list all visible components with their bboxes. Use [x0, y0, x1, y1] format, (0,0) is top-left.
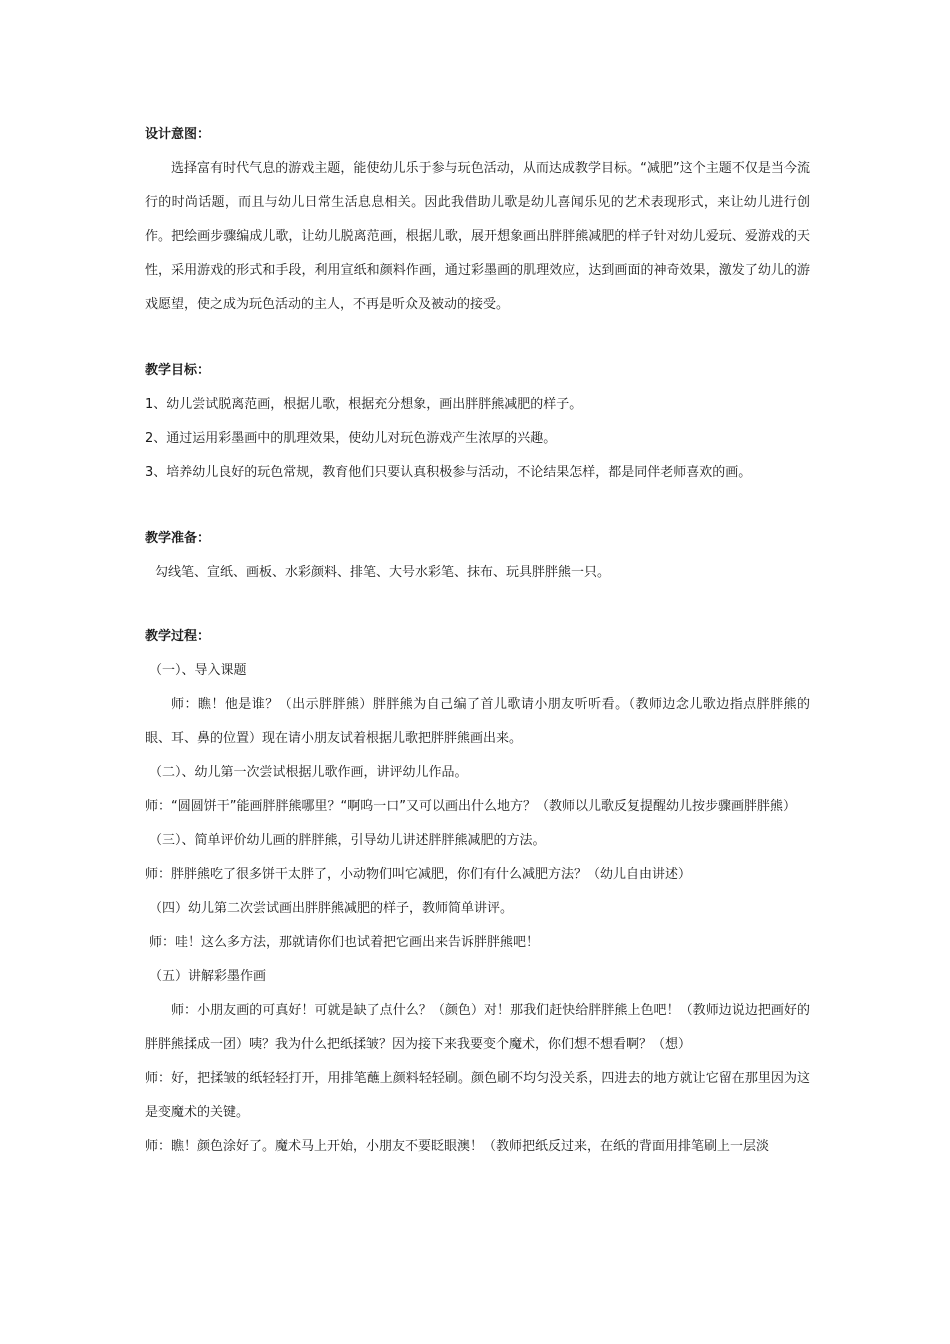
- process-step-2: （二）、幼儿第一次尝试根据儿歌作画，讲评幼儿作品。: [149, 765, 468, 780]
- goals-heading: 教学目标：: [145, 363, 211, 378]
- design-paragraph: 选择富有时代气息的游戏主题，能使幼儿乐于参与玩色活动，从而达成教学目标。“减肥”这个主题不仅是当今流行的时尚话题，而且与幼儿日常生活息息相关。因此我借助儿歌是幼儿喜闻乐见的艺术表现形式，来让幼儿进行创作。把绘画步骤编成儿歌，让幼儿脱离范画，根据儿歌，展开想象画出胖胖熊减肥的样子针对幼儿爱玩、爱游戏的天性，采用游戏的形式和手段，利用宣纸和颜料作画，通过彩墨画的肌理效应，达到画面的神奇效果，激发了幼儿的游戏愿望，使之成为玩色活动的主人，不再是听众及被动的接受。: [145, 161, 810, 312]
- process-step-3: （三）、简单评价幼儿画的胖胖熊，引导幼儿讲述胖胖熊减肥的方法。: [149, 833, 546, 848]
- process-step-1: （一）、导入课题: [149, 663, 247, 678]
- process-heading: 教学过程：: [145, 629, 211, 644]
- process-line: 师：瞧！颜色涂好了。魔术马上开始，小朋友不要眨眼澳！（教师把纸反过来，在纸的背面用排笔刷上一层淡: [145, 1139, 770, 1154]
- process-line: 师：好，把揉皱的纸轻轻打开，用排笔蘸上颜料轻轻刷。颜色刷不均匀没关系，四进去的地方就让它留在那里因为这是变魔术的关键。: [145, 1071, 810, 1120]
- process-line: 师：胖胖熊吃了很多饼干太胖了，小动物们叫它减肥，你们有什么减肥方法？（幼儿自由讲述）: [145, 867, 692, 882]
- process-line: 师：小朋友画的可真好！可就是缺了点什么？（颜色）对！那我们赶快给胖胖熊上色吧！（教师边说边把画好的胖胖熊揉成一团）咦？我为什么把纸揉皱？因为接下来我要变个魔术，你们想不想看啊？（想）: [145, 1003, 810, 1052]
- process-step-5: （五）讲解彩墨作画: [149, 969, 267, 984]
- section-gap: [145, 490, 810, 522]
- process-line: 师：哇！这么多方法，那就请你们也试着把它画出来告诉胖胖熊吧！: [149, 935, 540, 950]
- goal-item-2: 2、通过运用彩墨画中的肌理效果，使幼儿对玩色游戏产生浓厚的兴趣。: [145, 431, 557, 446]
- section-gap: [145, 590, 810, 620]
- goal-item-1: 1、幼儿尝试脱离范画，根据儿歌，根据充分想象，画出胖胖熊减肥的样子。: [145, 397, 583, 412]
- goal-item-3: 3、培养幼儿良好的玩色常规，教育他们只要认真积极参与活动，不论结果怎样，都是同伴老师喜欢的画。: [145, 465, 752, 480]
- document-page: [145, 118, 810, 1164]
- process-line: 师：“圆圆饼干”能画胖胖熊哪里？“啊呜一口”又可以画出什么地方？（教师以儿歌反复提醒幼儿按步骤画胖胖熊）: [145, 799, 796, 814]
- process-line: 师：瞧！他是谁？（出示胖胖熊）胖胖熊为自己编了首儿歌请小朋友听听看。（教师边念儿歌边指点胖胖熊的眼、耳、鼻的位置）现在请小朋友试着根据儿歌把胖胖熊画出来。: [145, 697, 810, 746]
- prep-paragraph: 勾线笔、宣纸、画板、水彩颜料、排笔、大号水彩笔、抹布、玩具胖胖熊一只。: [155, 565, 611, 580]
- design-heading: 设计意图：: [145, 127, 211, 142]
- prep-heading: 教学准备：: [145, 531, 211, 546]
- process-step-4: （四）幼儿第二次尝试画出胖胖熊减肥的样子，教师简单讲评。: [149, 901, 514, 916]
- section-gap: [145, 322, 810, 354]
